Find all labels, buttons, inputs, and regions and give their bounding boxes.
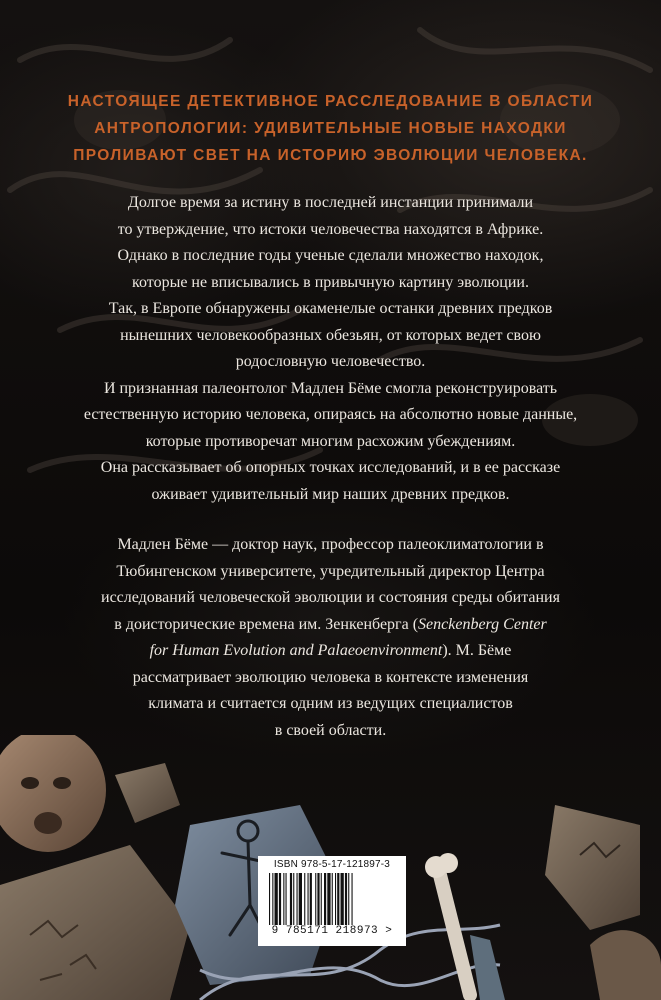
small-stone xyxy=(115,763,180,823)
barcode-bar xyxy=(332,873,333,925)
barcode-bar xyxy=(315,873,316,925)
barcode-number: 9 785171 218973 > xyxy=(271,925,393,937)
headline-line: ПРОЛИВАЮТ СВЕТ НА ИСТОРИЮ ЭВОЛЮЦИИ ЧЕЛОВЕКА. xyxy=(73,147,588,164)
barcode-bar xyxy=(272,873,273,925)
author-bio-text: в доисторические времена им. Зенкенберга ( xyxy=(114,615,419,633)
description-line: Долгое время за истину в последней инстанции принимали xyxy=(127,194,534,211)
description-line: родословную человечество. xyxy=(235,353,426,370)
bone xyxy=(425,853,470,995)
description-line: которые не вписывались в привычную картину эволюции. xyxy=(132,273,529,291)
barcode-bar xyxy=(324,873,326,925)
isbn-label: ISBN 978-5-17-121897-3 xyxy=(273,859,391,870)
barcode-bar xyxy=(293,873,294,925)
barcode-bar xyxy=(337,873,339,925)
barcode-bar xyxy=(345,873,347,925)
barcode-bar xyxy=(286,873,287,925)
leaf-blade xyxy=(590,930,661,1000)
description-line: Однако в последние годы ученые сделали множество находок, xyxy=(117,247,544,264)
barcode-bar xyxy=(348,873,349,925)
author-bio-italic: Senckenberg Center xyxy=(418,615,547,633)
barcode-bar xyxy=(308,873,309,925)
description-line: естественную историю человека, опираясь на абсолютно новые данные, xyxy=(83,406,578,423)
arrowhead xyxy=(545,805,640,930)
barcode-bar xyxy=(352,873,353,925)
author-bio-line xyxy=(40,638,621,665)
barcode-bar xyxy=(275,873,278,925)
barcode-bar xyxy=(310,873,312,925)
author-bio xyxy=(40,532,621,744)
barcode-bar xyxy=(341,873,344,925)
description-line: то утверждение, что истоки человечества находятся в Африке. xyxy=(117,220,544,238)
barcode-bars xyxy=(265,873,399,925)
author-bio-line: Мадлен Бёме — доктор наук, профессор палеоклиматологии в xyxy=(117,536,544,553)
description-line: которые противоречат многим расхожим убеждениям. xyxy=(145,432,516,450)
author-bio-line: рассматривает эволюцию человека в контексте изменения xyxy=(132,668,529,686)
barcode-bar xyxy=(269,873,270,925)
author-bio-line xyxy=(40,612,621,639)
barcode-bar xyxy=(279,873,281,925)
author-bio-line: исследований человеческой эволюции и состояния среды обитания xyxy=(101,589,560,606)
barcode-bar xyxy=(299,873,302,925)
author-bio-line: в своей области. xyxy=(274,721,387,739)
description-paragraph xyxy=(40,190,621,508)
description-line: оживает удивительный мир наших древних предков. xyxy=(151,485,510,503)
barcode-bar xyxy=(297,873,298,925)
author-bio-line: климата и считается одним из ведущих специалистов xyxy=(148,695,513,712)
barcode-box xyxy=(258,856,406,946)
barcode-bar xyxy=(317,873,319,925)
barcode-bar xyxy=(321,873,322,925)
author-bio-text: ). М. Бёме xyxy=(442,642,512,659)
barcode-bar xyxy=(335,873,336,925)
author-bio-line: Тюбингенском университете, учредительный директор Центра xyxy=(116,562,545,580)
barcode-bar xyxy=(290,873,292,925)
barcode-bar xyxy=(283,873,284,925)
headline-line: НАСТОЯЩЕЕ ДЕТЕКТИВНОЕ РАССЛЕДОВАНИЕ В ОБЛАСТИ xyxy=(67,93,594,110)
headline-line: АНТРОПОЛОГИИ: УДИВИТЕЛЬНЫЕ НОВЫЕ НАХОДКИ xyxy=(94,120,567,137)
description-line: Так, в Европе обнаружены окаменелые останки древних предков xyxy=(108,300,553,317)
headline xyxy=(40,88,621,169)
barcode-bar xyxy=(304,873,305,925)
description-line: Она рассказывает об опорных точках исследований, и в ее рассказе xyxy=(100,459,561,476)
description-line: нынешних человекообразных обезьян, от которых ведет свою xyxy=(120,326,541,344)
barcode-bar xyxy=(327,873,330,925)
author-bio-italic: for Human Evolution and Palaeoenvironment xyxy=(149,642,443,659)
primate-skull xyxy=(0,735,106,852)
description-line: И признанная палеонтолог Мадлен Бёме смогла реконструировать xyxy=(103,379,558,397)
engraved-stone xyxy=(0,845,190,1000)
